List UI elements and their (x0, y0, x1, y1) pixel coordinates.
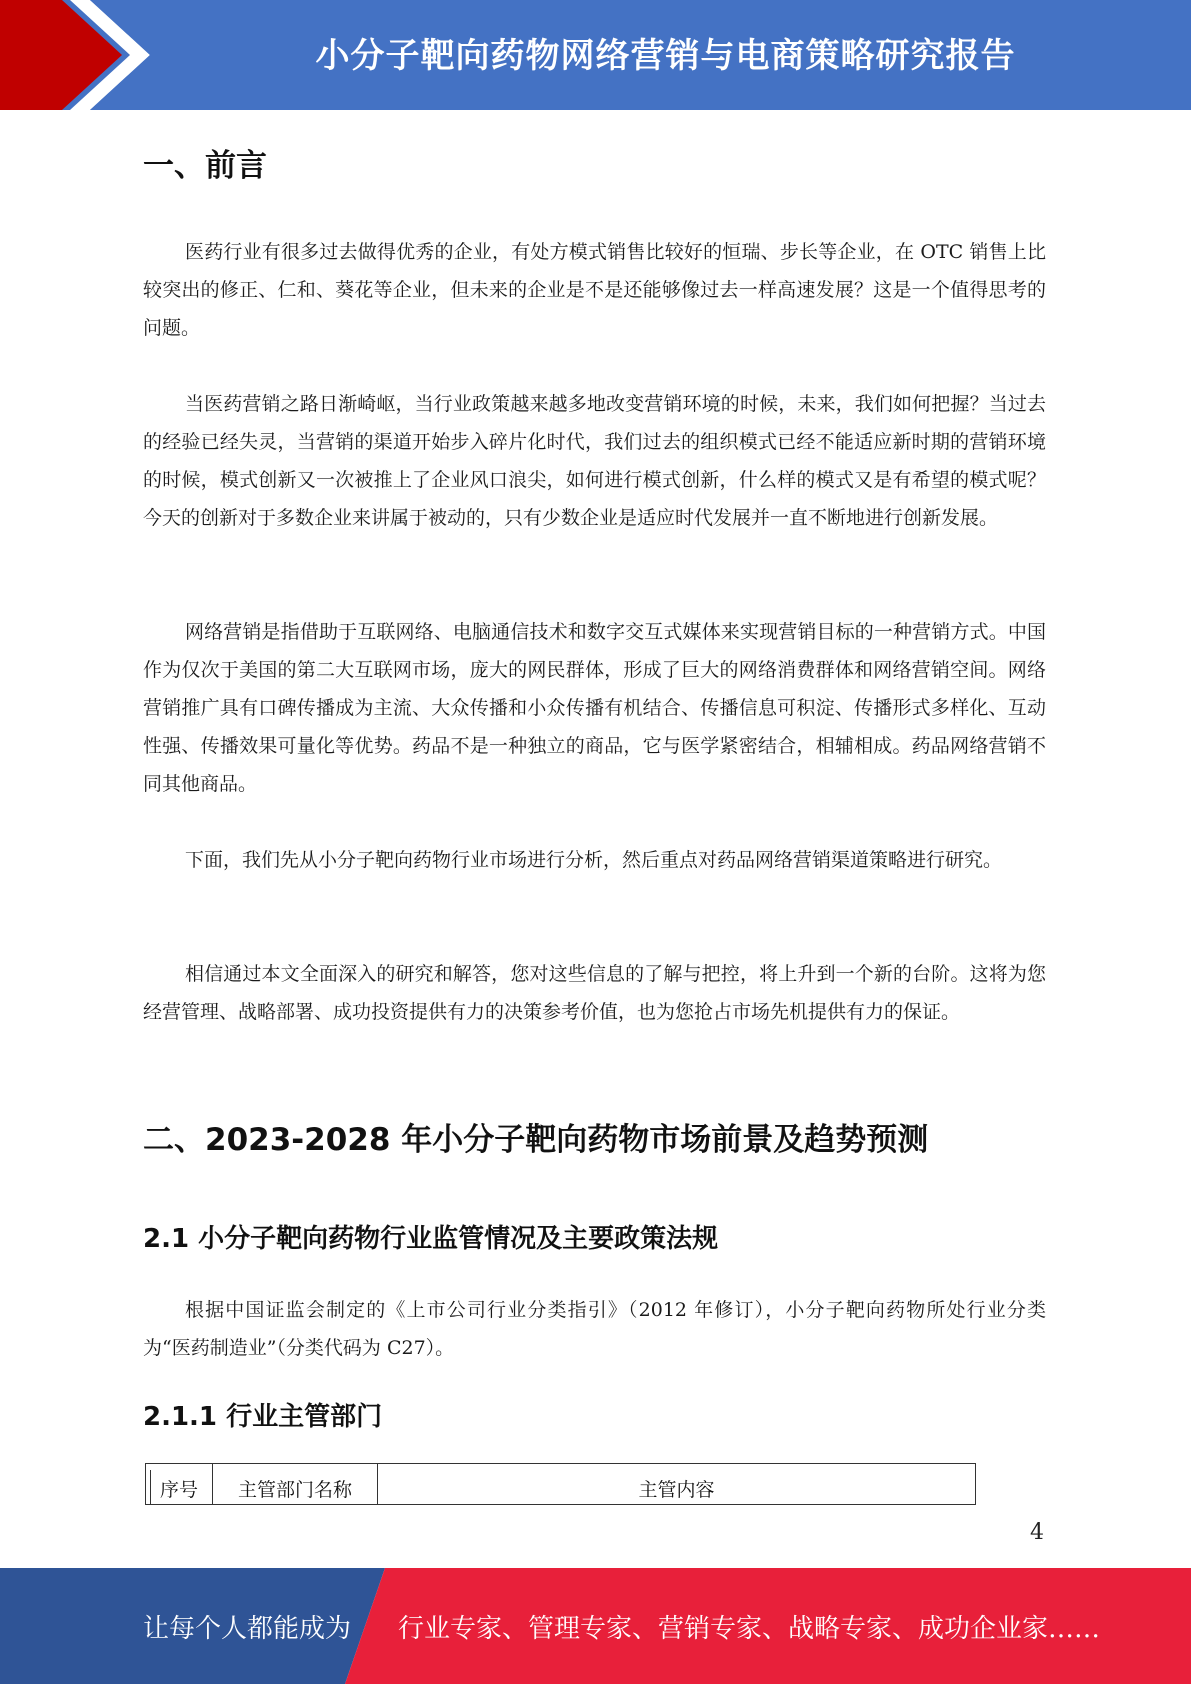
footer-slogan-left: 让每个人都能成为 (143, 1613, 352, 1644)
paragraph: 当医药营销之路日渐崎岖，当行业政策越来越多地改变营销环境的时候，未来，我们如何把握？当过去的经验已经失灵，当营销的渠道开始步入碎片化时代，我们过去的组织模式已经不能适应新时期的营销环境的时候，模式创新又一次被推上了企业风口浪尖，如何进行模式创新，什么样的模式又是有希望的模式呢？今天的创新对于多数企业来讲属于被动的，只有少数企业是适应时代发展并一直不断地进行创新发展。 (143, 393, 1046, 529)
table-header-cell: 序号 (146, 1464, 213, 1504)
paragraph: 网络营销是指借助于互联网络、电脑通信技术和数字交互式媒体来实现营销目标的一种营销方式。中国作为仅次于美国的第二大互联网市场，庞大的网民群体，形成了巨大的网络消费群体和网络营销空间。网络营销推广具有口碑传播成为主流、大众传播和小众传播有机结合、传播信息可积淀、传播形式多样化、互动性强、传播效果可量化等优势。药品不是一种独立的商品，它与医学紧密结合，相辅相成。药品网络营销不同其他商品。 (143, 621, 1046, 795)
page-number: 4 (1030, 1520, 1044, 1545)
footer-slogan-right: 行业专家、管理专家、营销专家、战略专家、成功企业家…… (398, 1613, 1101, 1644)
paragraph: 医药行业有很多过去做得优秀的企业，有处方模式销售比较好的恒瑞、步长等企业，在 OTC 销售上比较突出的修正、仁和、葵花等企业，但未来的企业是不是还能够像过去一样高速发展？这是一个值得思考的问题。 (143, 241, 1046, 339)
authority-table (145, 1463, 976, 1505)
table-divider (150, 1470, 151, 1504)
subsection-heading-regulation: 2.1 小分子靶向药物行业监管情况及主要政策法规 (143, 1224, 719, 1254)
paragraph: 下面，我们先从小分子靶向药物行业市场进行分析，然后重点对药品网络营销渠道策略进行研究。 (185, 849, 1003, 871)
subsection-heading-authority: 2.1.1 行业主管部门 (143, 1402, 383, 1432)
header-chevron-icon (0, 0, 160, 110)
table-header-cell: 主管内容 (638, 1478, 715, 1501)
footer-band (0, 1568, 1191, 1684)
paragraph: 根据中国证监会制定的《上市公司行业分类指引》（2012 年修订），小分子靶向药物所处行业分类为“医药制造业”（分类代码为 C27）。 (143, 1299, 1046, 1359)
section-heading-forecast: 二、2023-2028 年小分子靶向药物市场前景及趋势预测 (143, 1122, 929, 1158)
header-band (0, 0, 1191, 110)
table-header-cell: 主管部门名称 (213, 1464, 378, 1504)
paragraph: 相信通过本文全面深入的研究和解答，您对这些信息的了解与把控，将上升到一个新的台阶。这将为您经营管理、战略部署、成功投资提供有力的决策参考价值，也为您抢占市场先机提供有力的保证。 (143, 963, 1046, 1023)
report-title: 小分子靶向药物网络营销与电商策略研究报告 (315, 35, 1016, 76)
section-heading-preface: 一、前言 (143, 148, 267, 184)
